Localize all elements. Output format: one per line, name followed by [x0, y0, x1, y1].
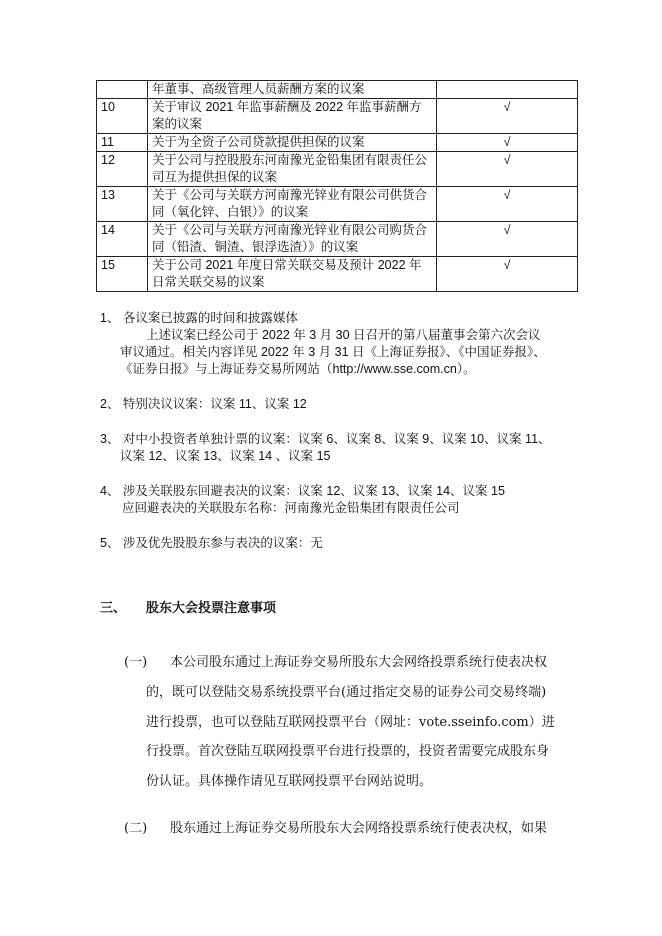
note-1-line: 《证券日报》与上海证券交易所网站（http://www.sse.com.cn）。 [120, 362, 476, 376]
table-row [97, 99, 578, 134]
paragraph-line: 的，既可以登陆交易系统投票平台(通过指定交易的证券公司交易终端) [146, 685, 547, 700]
proposal-number: 11 [97, 134, 148, 152]
vote-mark: √ [437, 99, 578, 134]
proposal-title: 年董事、高级管理人员薪酬方案的议案 [148, 81, 437, 99]
paragraph-label: (一) [124, 655, 148, 670]
section-number: 三、 [100, 601, 127, 616]
vote-mark [437, 81, 578, 99]
table-row [97, 187, 578, 222]
proposal-number: 15 [97, 257, 148, 292]
table-row [97, 222, 578, 257]
proposal-title: 关于公司 2021 年度日常关联交易及预计 2022 年日常关联交易的议案 [148, 257, 437, 292]
paragraph-label: (二) [124, 821, 148, 836]
vote-mark: √ [437, 152, 578, 187]
proposal-title: 关于《公司与关联方河南豫光锌业有限公司购货合同（铅渣、铜渣、银浮选渣）》的议案 [148, 222, 437, 257]
note-4-line: 应回避表决的关联股东名称：河南豫光金铅集团有限责任公司 [122, 501, 460, 515]
proposal-number: 13 [97, 187, 148, 222]
table-row [97, 134, 578, 152]
note-3-line: 议案 12、议案 13、议案 14 、议案 15 [120, 449, 331, 463]
vote-mark: √ [437, 222, 578, 257]
table-row [97, 81, 578, 99]
vote-mark: √ [437, 257, 578, 292]
table-row [97, 152, 578, 187]
paragraph-line: 份认证。具体操作请见互联网投票平台网站说明。 [146, 774, 433, 789]
note-2: 2、 特别决议议案：议案 11、议案 12 [100, 397, 307, 411]
proposal-title: 关于公司与控股股东河南豫光金铅集团有限责任公司互为提供担保的议案 [148, 152, 437, 187]
vote-mark: √ [437, 134, 578, 152]
note-1-line: 上述议案已经公司于 2022 年 3 月 30 日召开的第八届董事会第六次会议 [146, 328, 541, 342]
proposal-number [97, 81, 148, 99]
proposal-title: 关于《公司与关联方河南豫光锌业有限公司供货合同（氧化锌、白银）》的议案 [148, 187, 437, 222]
proposal-title: 关于审议 2021 年监事薪酬及 2022 年监事薪酬方案的议案 [148, 99, 437, 134]
paragraph-line: 行投票。首次登陆互联网投票平台进行投票的，投资者需要完成股东身 [146, 744, 550, 759]
paragraph-line: 本公司股东通过上海证券交易所股东大会网络投票系统行使表决权 [170, 655, 548, 670]
proposal-number: 12 [97, 152, 148, 187]
paragraph-line: 股东通过上海证券交易所股东大会网络投票系统行使表决权，如果 [170, 821, 548, 836]
note-3-line: 3、 对中小投资者单独计票的议案：议案 6、议案 8、议案 9、议案 10、议案 11、 [100, 432, 551, 446]
note-1-line: 审议通过。相关内容详见 2022 年 3 月 31 日《上海证券报》、《中国证券报》、 [120, 345, 546, 359]
proposal-number: 10 [97, 99, 148, 134]
table-row [97, 257, 578, 292]
note-4-line: 4、 涉及关联股东回避表决的议案：议案 12、议案 13、议案 14、议案 15 [100, 484, 505, 498]
paragraph-line: 进行投票，也可以登陆互联网投票平台（网址：vote.sseinfo.com）进 [146, 715, 555, 730]
note-5: 5、 涉及优先股股东参与表决的议案：无 [100, 536, 323, 550]
proposal-number: 14 [97, 222, 148, 257]
proposal-table [96, 80, 578, 292]
note-1-title: 1、 各议案已披露的时间和披露媒体 [100, 311, 298, 325]
section-title: 股东大会投票注意事项 [146, 601, 277, 616]
vote-mark: √ [437, 187, 578, 222]
proposal-title: 关于为全资子公司贷款提供担保的议案 [148, 134, 437, 152]
